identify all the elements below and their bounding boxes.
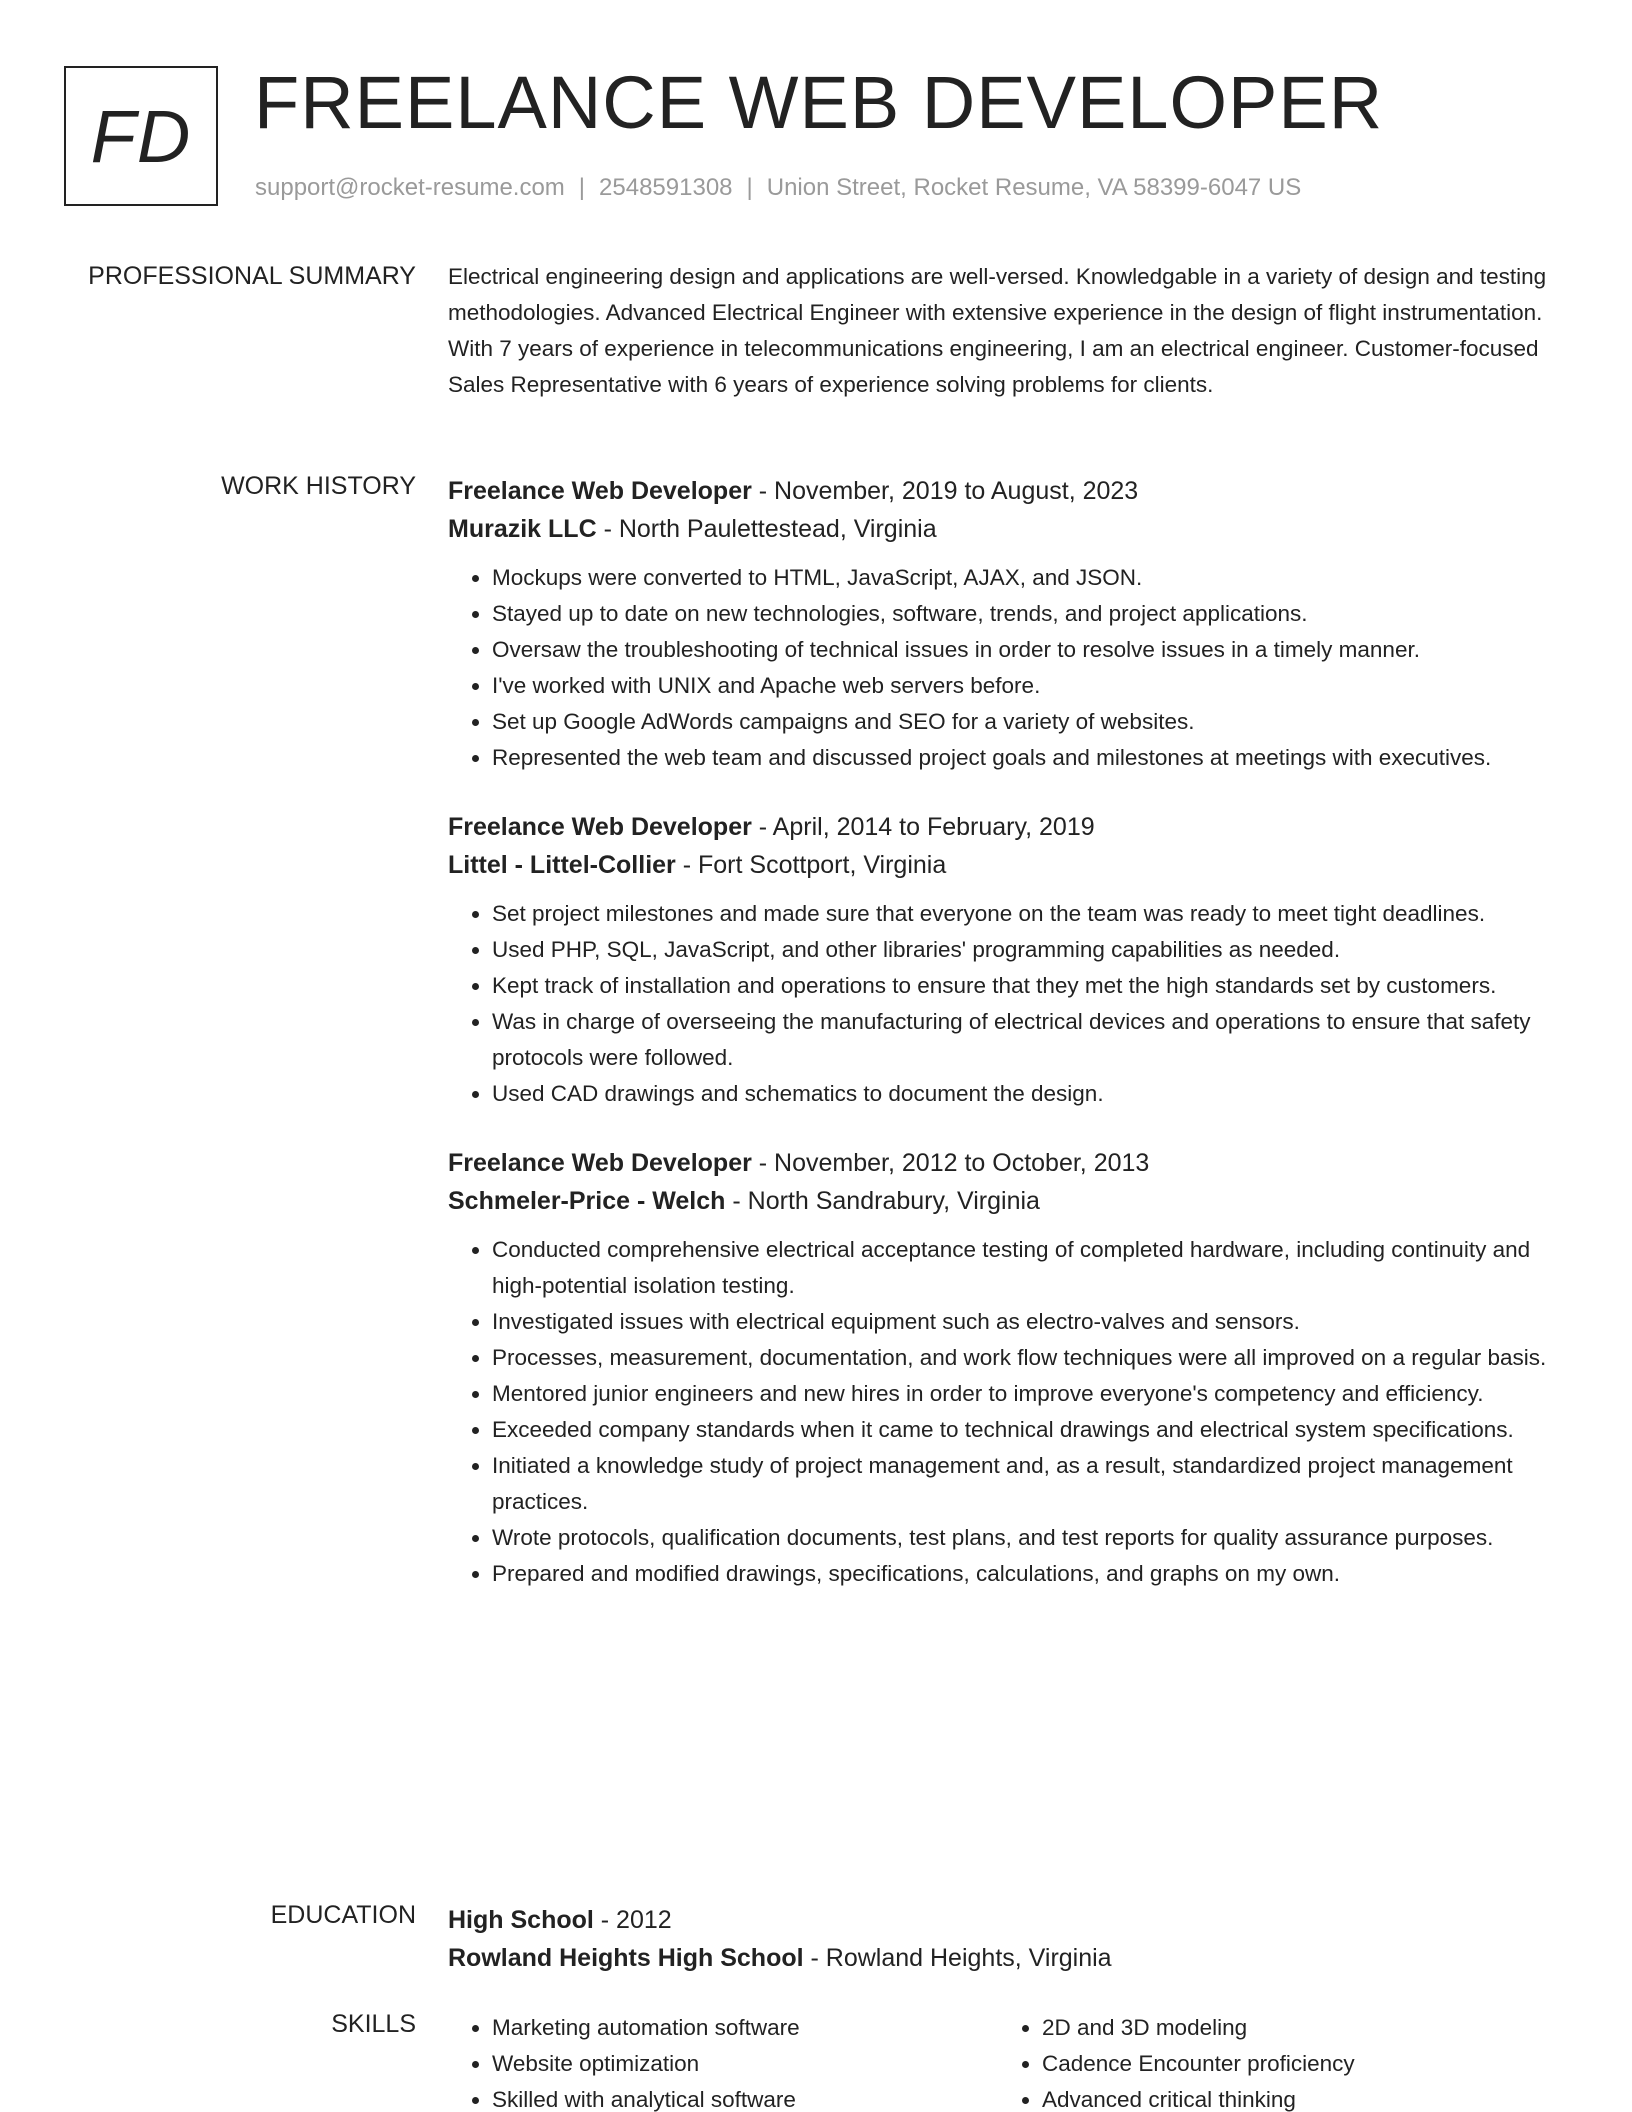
- job-company: Murazik LLC: [448, 515, 597, 543]
- education-school: Rowland Heights High School: [448, 1944, 804, 1972]
- education-location: - Rowland Heights, Virginia: [803, 1944, 1112, 1972]
- list-item: • Initiated a knowledge study of project management and, as a result, standardized project management practices.: [492, 1448, 1548, 1520]
- job-bullets: [448, 560, 1548, 776]
- job-company-line: [448, 510, 1548, 548]
- list-item: • Stayed up to date on new technologies, software, trends, and project applications.: [492, 596, 1548, 632]
- contact-address: Union Street, Rocket Resume, VA 58399-6047 US: [766, 174, 1302, 201]
- job-dates: - November, 2019 to August, 2023: [751, 477, 1139, 505]
- list-item: • Website optimization: [492, 2046, 998, 2082]
- skills-columns: [448, 2010, 1548, 2112]
- education-degree: High School: [448, 1906, 594, 1934]
- list-item: • Set up Google AdWords campaigns and SEO for a variety of websites.: [492, 704, 1548, 740]
- summary-text: Electrical engineering design and applications are well-versed. Knowledgable in a variety of design and testing methodologies. Advanced Electrical Engineer with extensive experience in the design of flight instrumentation. With 7 years of experience in telecommunications engineering, I am an electrical engineer. Customer-focused Sales Representative with 6 years of experience solving problems for clients.: [448, 264, 1547, 397]
- section-label-education: EDUCATION: [270, 1901, 416, 1929]
- contact-separator: |: [578, 174, 586, 201]
- job-company: Schmeler-Price - Welch: [448, 1187, 726, 1215]
- job-location: - North Paulettestead, Virginia: [596, 515, 937, 543]
- list-item: • Investigated issues with electrical equipment such as electro-valves and sensors.: [492, 1304, 1548, 1340]
- section-label-summary: PROFESSIONAL SUMMARY: [88, 262, 416, 290]
- section-label-work-history: WORK HISTORY: [221, 472, 416, 500]
- job-company-line: [448, 846, 1548, 884]
- job-location: - Fort Scottport, Virginia: [675, 851, 947, 879]
- work-history-body: [448, 472, 1548, 1624]
- job-bullets: [448, 1232, 1548, 1592]
- list-item: • Mentored junior engineers and new hires in order to improve everyone's competency and efficiency.: [492, 1376, 1548, 1412]
- skills-list-right: [998, 2010, 1548, 2112]
- education-degree-line: [448, 1901, 1548, 1939]
- contact-separator: |: [746, 174, 753, 201]
- list-item: • Was in charge of overseeing the manufacturing of electrical devices and operations to ensure that safety protocols were followed.: [492, 1004, 1548, 1076]
- job-title-line: [448, 1144, 1548, 1182]
- job-title: Freelance Web Developer: [448, 813, 752, 841]
- list-item: • Wrote protocols, qualification documents, test plans, and test reports for quality assurance purposes.: [492, 1520, 1548, 1556]
- job-bullets: [448, 896, 1548, 1112]
- list-item: • Set project milestones and made sure that everyone on the team was ready to meet tight deadlines.: [492, 896, 1548, 932]
- education-body: [448, 1901, 1548, 1977]
- contact-email: support@rocket-resume.com: [255, 174, 565, 201]
- list-item: • Exceeded company standards when it came to technical drawings and electrical system specifications.: [492, 1412, 1548, 1448]
- list-item: • Marketing automation software: [492, 2010, 998, 2046]
- list-item: • Skilled with analytical software: [492, 2082, 998, 2112]
- list-item: • Prepared and modified drawings, specifications, calculations, and graphs on my own.: [492, 1556, 1548, 1592]
- job-company: Littel - Littel-Collier: [448, 851, 676, 879]
- list-item: • Cadence Encounter proficiency: [1042, 2046, 1548, 2082]
- list-item: • Represented the web team and discussed project goals and milestones at meetings with executives.: [492, 740, 1548, 776]
- list-item: • Kept track of installation and operations to ensure that they met the high standards set by customers.: [492, 968, 1548, 1004]
- job-title-line: [448, 472, 1548, 510]
- job-dates: - November, 2012 to October, 2013: [751, 1149, 1150, 1177]
- job-dates: - April, 2014 to February, 2019: [751, 813, 1095, 841]
- section-label-skills: SKILLS: [331, 2010, 416, 2038]
- job-entry: [448, 1144, 1548, 1592]
- job-title-line: [448, 808, 1548, 846]
- resume-header: [64, 61, 1568, 216]
- education-year: - 2012: [593, 1906, 672, 1934]
- education-school-line: [448, 1939, 1548, 1977]
- job-title: Freelance Web Developer: [448, 477, 752, 505]
- skills-list-left: [448, 2010, 998, 2112]
- list-item: • Advanced critical thinking: [1042, 2082, 1548, 2112]
- page-title: FREELANCE WEB DEVELOPER: [254, 61, 1384, 144]
- job-entry: [448, 808, 1548, 1112]
- list-item: • Processes, measurement, documentation, and work flow techniques were all improved on a regular basis.: [492, 1340, 1548, 1376]
- skills-body: [448, 2010, 1548, 2112]
- contact-line: [255, 174, 1301, 202]
- summary-body: [448, 262, 1548, 403]
- list-item: • I've worked with UNIX and Apache web servers before.: [492, 668, 1548, 704]
- job-title: Freelance Web Developer: [448, 1149, 752, 1177]
- list-item: • 2D and 3D modeling: [1042, 2010, 1548, 2046]
- list-item: • Conducted comprehensive electrical acceptance testing of completed hardware, including continuity and high-potential isolation testing.: [492, 1232, 1548, 1304]
- list-item: • Oversaw the troubleshooting of technical issues in order to resolve issues in a timely manner.: [492, 632, 1548, 668]
- monogram: FD: [64, 66, 218, 206]
- list-item: • Used CAD drawings and schematics to document the design.: [492, 1076, 1548, 1112]
- contact-phone: 2548591308: [599, 174, 733, 201]
- job-company-line: [448, 1182, 1548, 1220]
- job-location: - North Sandrabury, Virginia: [725, 1187, 1040, 1215]
- list-item: • Mockups were converted to HTML, JavaScript, AJAX, and JSON.: [492, 560, 1548, 596]
- list-item: • Used PHP, SQL, JavaScript, and other libraries' programming capabilities as needed.: [492, 932, 1548, 968]
- job-entry: [448, 472, 1548, 776]
